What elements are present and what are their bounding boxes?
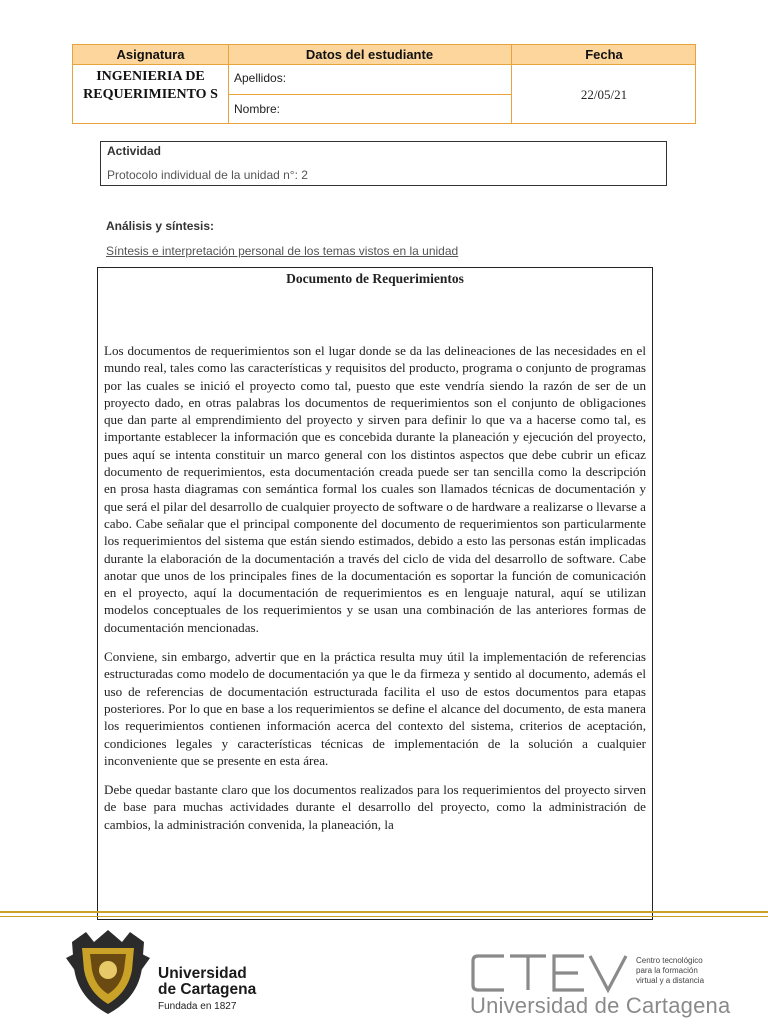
university-crest-icon (64, 928, 152, 1016)
footer-rule (0, 916, 768, 917)
ctev-tagline (636, 956, 704, 986)
document-body (104, 342, 646, 845)
subject-name: INGENIERIA DE REQUERIMIENTO S (83, 69, 218, 102)
document-title: Documento de Requerimientos (286, 271, 464, 286)
column-student-header: Datos del estudiante (305, 47, 434, 62)
divider (228, 45, 229, 123)
column-date-header: Fecha (585, 47, 623, 62)
divider (228, 94, 511, 95)
document-box (97, 267, 653, 920)
paragraph: Los documentos de requerimientos son el lugar donde se da las delineaciones de las necesidades en el mundo real, tales como las características y requisitos del producto, programa o conjunto de programas por las cuales se inició el proyecto como tal, puesto que este vendría siendo la razón de ser de un proyecto dado, en otras palabras los documentos de requerimientos son el conjunto de obligaciones que dan parte al emprendimiento del proyecto y sirven para definir lo que va a hacerse como tal, es importante establecer la información que es concebida durante la planeación y ejecución del proyecto, pues aquí se intenta constituir un marco general con los distintos aspectos que debe cubrir un eficaz documento de requerimientos, esta documentación creada puede ser tan sencilla como la descripción en prosa hasta diagramas con semántica formal los cuales son llamados técnicas de documentación y que será el pilar del desarrollo de cualquier proyecto de software o de hardware a realizarse o llevarse a cabo. Cabe señalar que el principal componente del documento de requerimientos son particularmente los requerimientos del sistema que están siendo estimados, debido a esto las personas están implicadas durante la elaboración de la documentación a través del ciclo de vida del desarrollo de software. Cabe anotar que unos de los principales fines de la documentación es soportar la función de comunicación en el proyecto, aquí la documentación de requerimientos es en lenguaje natural, aquí se utilizan modelos conceptuales de los requerimientos y se usan una combinación de las anteriores formas de documentación mencionadas. (104, 343, 646, 635)
analysis-subtitle: Síntesis e interpretación personal de los temas vistos en la unidad (106, 244, 459, 258)
university-founded: Fundada en 1827 (158, 1001, 237, 1012)
surname-field-label: Apellidos: (234, 71, 287, 85)
ctev-tagline-line: virtual y a distancia (636, 976, 705, 985)
ctev-logo-icon (470, 950, 630, 996)
course-header-table (72, 44, 696, 124)
footer-rule (0, 911, 768, 913)
analysis-label: Análisis y síntesis: (106, 219, 215, 233)
university-name-line: Universidad (158, 965, 247, 982)
name-field-label: Nombre: (234, 102, 281, 116)
date-value: 22/05/21 (580, 87, 628, 102)
ctev-tagline-line: para la formación (636, 966, 698, 975)
university-name-line: de Cartagena (158, 981, 257, 998)
paragraph: Conviene, sin embargo, advertir que en la práctica resulta muy útil la implementación de referencias estructuradas como modelo de documentación ya que le da firmeza y sentido al documento, además el uso de referencias de documentación estructurada facilita el uso de estos documentos para etapas posteriores. Por lo que en base a los requerimientos se define el alcance del documento, de esta manera los requerimientos contienen información acerca del contexto del sistema, criterios de aceptación, condiciones legales y características técnicas de implementación de la solución a cualquier inconveniente que se presente en esta área. (104, 649, 646, 768)
column-subject-header: Asignatura (116, 47, 185, 62)
activity-label: Actividad (107, 144, 162, 158)
paragraph: Debe quedar bastante claro que los documentos realizados para los requerimientos del proyecto sirven de base para muchas actividades durante el desarrollo del proyecto, como la administración de cambios, la administración convenida, la planeación, la (104, 782, 646, 832)
ctev-tagline-line: Centro tecnológico (636, 956, 703, 965)
activity-box (100, 141, 667, 186)
activity-text: Protocolo individual de la unidad n°: 2 (107, 168, 308, 182)
university-name (158, 966, 256, 998)
ctev-university-name: Universidad de Cartagena (470, 993, 731, 1018)
